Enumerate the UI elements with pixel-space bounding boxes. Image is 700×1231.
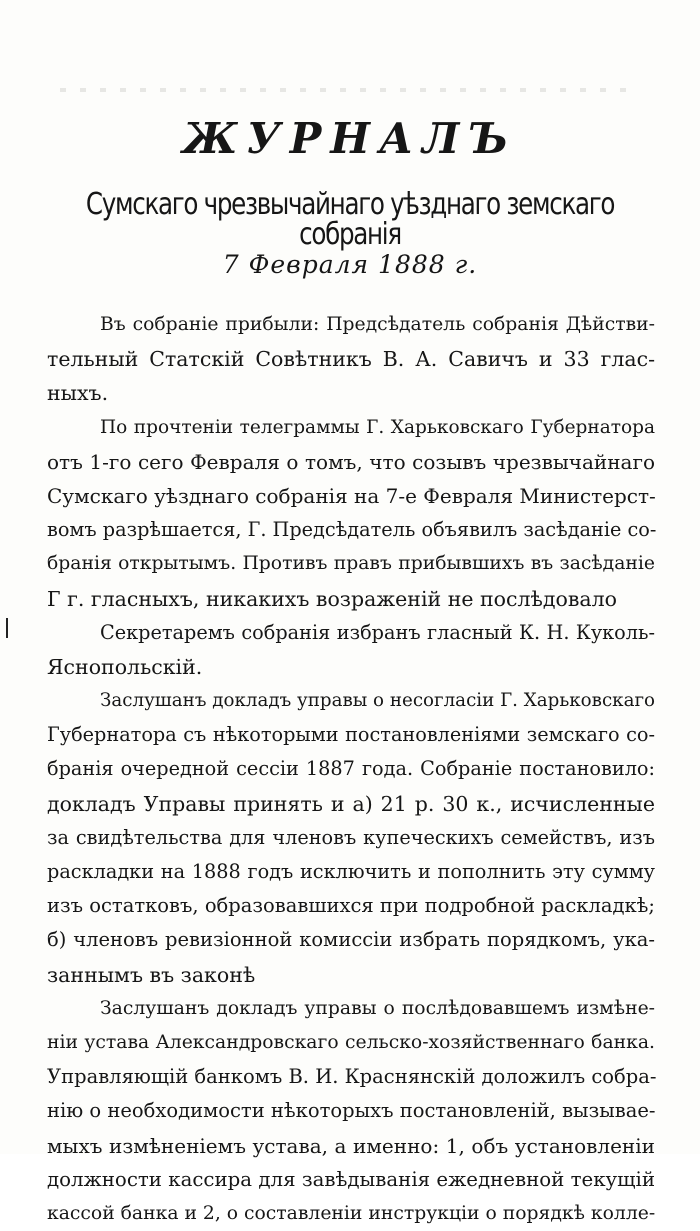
- text-line: Заслушанъ докладъ управы о послѣдовавшемъ измѣне-: [100, 997, 655, 1019]
- journal-title: ЖУРНАЛЪ: [182, 114, 518, 163]
- text-line: Яснопольскій.: [47, 654, 203, 679]
- text-line: Заслушанъ докладъ управы о несогласіи Г. Харьковскаго: [100, 690, 655, 712]
- text-line: Губернатора съ нѣкоторыми постановленіями земскаго со-: [47, 723, 655, 747]
- text-line: По прочтеніи телеграммы Г. Харьковскаго Губернатора: [100, 416, 655, 438]
- text-line: Управляющій банкомъ В. И. Краснянскій доложилъ собра-: [47, 1065, 657, 1089]
- text-line: тельный Статскій Совѣтникъ В. А. Савичъ и 33 глас-: [47, 347, 655, 372]
- text-line: вомъ разрѣшается, Г. Предсѣдатель объявилъ засѣданіе со-: [47, 518, 657, 542]
- body-text: [47, 308, 657, 1231]
- scan-bleed-through: [60, 88, 640, 92]
- text-line: Секретаремъ собранія избранъ гласный К. Н. Куколь-: [100, 620, 655, 644]
- text-line: должности кассира для завѣдыванія ежедневной текущій: [47, 1167, 655, 1191]
- text-line: докладъ Управы принять и а) 21 р. 30 к., исчисленные: [47, 791, 655, 816]
- text-line: бранія очередной сессіи 1887 года. Собраніе постановило:: [47, 757, 655, 781]
- margin-mark: [6, 618, 8, 638]
- text-line: ныхъ.: [47, 381, 109, 406]
- text-line: раскладки на 1888 годъ исключить и пополнить эту сумму: [47, 860, 655, 883]
- text-line: Сумскаго уѣзднаго собранія на 7-е Февраля Министерст-: [47, 483, 656, 508]
- journal-date: 7 Февраля 1888 г.: [222, 250, 478, 279]
- text-line: Въ собраніе прибыли: Предсѣдатель собранія Дѣйстви-: [100, 314, 655, 335]
- text-line: мыхъ измѣненіемъ устава, а именно: 1, объ установленіи: [47, 1133, 655, 1158]
- journal-subtitle: Сумскаго чрезвычайнаго уѣзднаго земскаго собранія: [85, 187, 615, 252]
- text-line: Г г. гласныхъ, никакихъ возраженій не послѣдовало: [47, 586, 617, 611]
- text-line: ніи устава Александровскаго сельско-хозяйственнаго банка.: [47, 1031, 655, 1053]
- text-line: нію о необходимости нѣкоторыхъ постановленій, вызывае-: [47, 1099, 656, 1123]
- text-line: изъ остатковъ, образовавшихся при подробной раскладкѣ;: [47, 894, 655, 918]
- text-line: кассой банка и 2, о составленіи инструкціи о порядкѣ колле-: [47, 1202, 656, 1224]
- text-line: отъ 1-го сего Февраля о томъ, что созывъ чрезвычайнаго: [47, 449, 655, 474]
- text-line: за свидѣтельства для членовъ купеческихъ семействъ, изъ: [47, 825, 655, 849]
- text-line: заннымъ въ законѣ: [47, 962, 256, 987]
- text-line: бранія открытымъ. Противъ правъ прибывшихъ въ засѣданіе: [47, 553, 655, 575]
- text-line: б) членовъ ревизіонной комиссіи избрать порядкомъ, ука-: [47, 928, 655, 952]
